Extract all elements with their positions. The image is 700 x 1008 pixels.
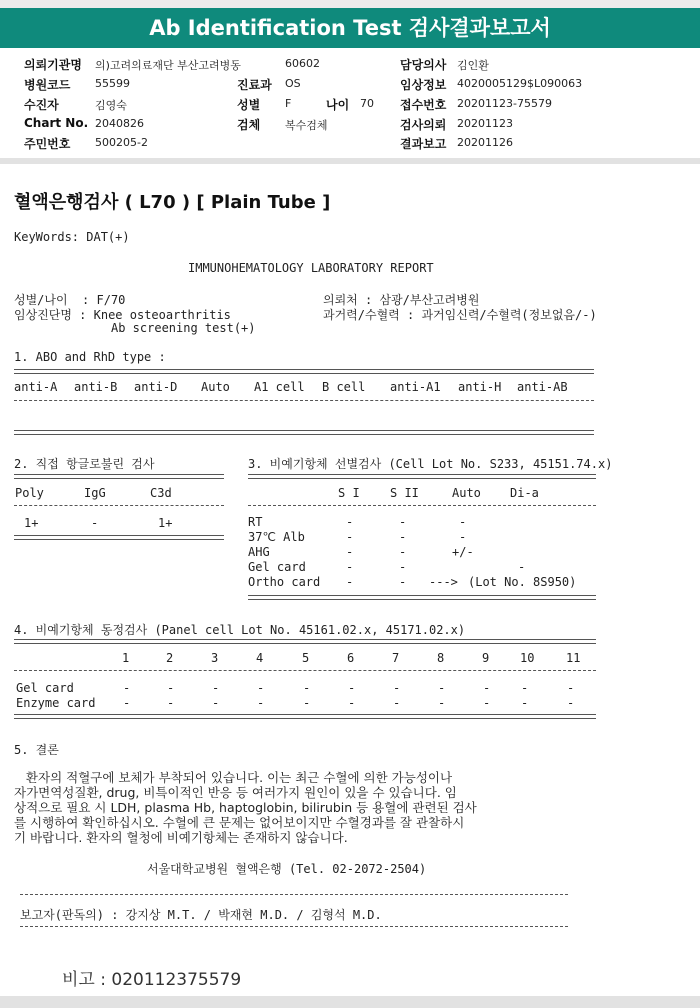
header-divider <box>0 158 700 164</box>
screening-cell: - <box>399 575 407 589</box>
patient-diagnosis-2: Ab screening test(+) <box>111 321 256 335</box>
panel-cell: - <box>212 696 220 710</box>
patient-sex-age: 성별/나이 : F/70 <box>14 293 126 307</box>
report-heading: 혈액은행검사 ( L70 ) [ Plain Tube ] <box>14 192 331 213</box>
header-label: 결과보고 <box>400 137 447 151</box>
section-2-title: 2. 직접 항글로불린 검사 <box>14 457 155 471</box>
screening-column-header: S II <box>390 486 419 500</box>
header-label: 성별 <box>237 98 261 112</box>
screening-row-label: 37℃ Alb <box>248 530 305 544</box>
screening-cell: - <box>399 530 407 544</box>
screening-cell: (Lot No. 8S950) <box>468 575 577 589</box>
screening-column-header: S I <box>338 486 360 500</box>
panel-cell: - <box>348 696 356 710</box>
keywords: KeyWords: DAT(+) <box>14 230 130 244</box>
header-label: 병원코드 <box>24 78 71 92</box>
screening-cell: ---> <box>429 575 458 589</box>
header-value: 70 <box>360 97 374 110</box>
patient-history: 과거력/수혈력 : 과거임신력/수혈력(정보없음/-) <box>323 308 597 322</box>
panel-column-header: 4 <box>256 651 264 665</box>
dat-value: 1+ <box>24 516 39 530</box>
double-rule <box>14 430 594 435</box>
single-rule <box>14 505 224 506</box>
conclusion-line: 상적으로 필요 시 LDH, plasma Hb, haptoglobin, bilirubin 등 용혈에 관련된 검사 <box>14 800 477 815</box>
screening-cell: - <box>346 575 354 589</box>
header-value: 4020005129$L090063 <box>457 77 583 90</box>
header-value: 20201123 <box>457 117 513 130</box>
panel-column-header: 10 <box>520 651 535 665</box>
abo-column-header: A1 cell <box>254 380 305 394</box>
lab-signature: 서울대학교병원 혈액은행 (Tel. 02-2072-2504) <box>147 862 427 876</box>
abo-column-header: Auto <box>201 380 230 394</box>
panel-cell: - <box>438 681 446 695</box>
patient-diagnosis: 임상진단명 : Knee osteoarthritis <box>14 308 231 322</box>
dat-value: 1+ <box>158 516 173 530</box>
report-header <box>0 48 700 158</box>
panel-cell: - <box>348 681 356 695</box>
header-value: 2040826 <box>95 117 144 130</box>
header-value: F <box>285 97 292 110</box>
panel-cell: - <box>393 696 401 710</box>
abo-column-header: anti-H <box>458 380 502 394</box>
double-rule <box>14 639 596 644</box>
panel-column-header: 7 <box>392 651 400 665</box>
screening-row-label: RT <box>248 515 263 529</box>
screening-cell: - <box>346 530 354 544</box>
panel-column-header: 6 <box>347 651 355 665</box>
abo-column-header: anti-A1 <box>390 380 441 394</box>
abo-column-header: B cell <box>322 380 366 394</box>
double-rule <box>14 474 224 479</box>
header-label: 검사의뢰 <box>400 118 447 132</box>
single-rule <box>14 400 594 401</box>
header-label: 임상정보 <box>400 78 447 92</box>
conclusion-line: 자가면역성질환, drug, 비특이적인 반응 등 여러가지 원인이 있을 수 있습니다. 임 <box>14 785 457 800</box>
screening-cell: - <box>346 515 354 529</box>
header-label: 담당의사 <box>400 58 447 72</box>
screening-cell: - <box>518 560 526 574</box>
panel-column-header: 8 <box>437 651 445 665</box>
abo-column-header: anti-D <box>134 380 178 394</box>
header-label: 검체 <box>237 118 261 132</box>
screening-cell: - <box>459 515 467 529</box>
header-label: Chart No. <box>24 116 89 130</box>
panel-cell: - <box>303 696 311 710</box>
double-rule <box>14 714 596 719</box>
screening-cell: - <box>459 530 467 544</box>
screening-row-label: Gel card <box>248 560 306 574</box>
panel-row-label: Gel card <box>16 681 74 695</box>
screening-cell: - <box>399 515 407 529</box>
bottom-border <box>0 996 700 1008</box>
screening-cell: - <box>399 545 407 559</box>
header-value: 500205-2 <box>95 136 148 149</box>
single-rule <box>20 894 568 895</box>
panel-cell: - <box>123 696 131 710</box>
remark: 비고 : 020112375579 <box>62 970 242 990</box>
header-value: 김영숙 <box>95 99 127 112</box>
section-3-title: 3. 비예기항체 선별검사 (Cell Lot No. S233, 45151.74.x) <box>248 457 613 471</box>
header-value: 김인환 <box>457 59 489 72</box>
abo-column-header: anti-AB <box>517 380 568 394</box>
panel-column-header: 2 <box>166 651 174 665</box>
header-label: 나이 <box>326 98 350 112</box>
panel-cell: - <box>393 681 401 695</box>
header-label: 주민번호 <box>24 137 71 151</box>
header-value: 의)고려의료재단 부산고려병동 <box>95 59 241 72</box>
panel-cell: - <box>483 681 491 695</box>
panel-column-header: 11 <box>566 651 581 665</box>
panel-cell: - <box>521 696 529 710</box>
panel-cell: - <box>257 681 265 695</box>
screening-column-header: Auto <box>452 486 481 500</box>
section-5-title: 5. 결론 <box>14 743 59 757</box>
conclusion-line: 를 시행하여 확인하십시오. 수혈에 큰 문제는 없어보이지만 수혈경과를 잘 관찰하시 <box>14 815 465 830</box>
conclusion-line: 환자의 적혈구에 보체가 부착되어 있습니다. 이는 최근 수혈에 의한 가능성이나 <box>14 770 453 785</box>
abo-column-header: anti-B <box>74 380 118 394</box>
single-rule <box>248 505 596 506</box>
dat-column-header: C3d <box>150 486 172 500</box>
panel-cell: - <box>167 681 175 695</box>
header-value: 20201126 <box>457 136 513 149</box>
header-value: 60602 <box>285 57 320 70</box>
header-value: OS <box>285 77 301 90</box>
panel-column-header: 5 <box>302 651 310 665</box>
header-label: 진료과 <box>237 78 272 92</box>
single-rule <box>14 670 596 671</box>
panel-cell: - <box>438 696 446 710</box>
screening-row-label: Ortho card <box>248 575 321 589</box>
panel-column-header: 9 <box>482 651 490 665</box>
reporters: 보고자(판독의) : 강지상 M.T. / 박재현 M.D. / 김형석 M.D. <box>20 908 382 922</box>
single-rule <box>20 926 568 927</box>
double-rule <box>14 535 224 540</box>
panel-column-header: 1 <box>122 651 130 665</box>
abo-column-header: anti-A <box>14 380 58 394</box>
section-4-title: 4. 비예기항체 동정검사 (Panel cell Lot No. 45161.02.x, 45171.02.x) <box>14 623 466 637</box>
dat-column-header: Poly <box>15 486 44 500</box>
screening-row-label: AHG <box>248 545 270 559</box>
conclusion-line: 기 바랍니다. 환자의 혈청에 비예기항체는 존재하지 않습니다. <box>14 830 348 845</box>
patient-referrer: 의뢰처 : 삼광/부산고려병원 <box>323 293 480 307</box>
report-title: Ab Identification Test 검사결과보고서 <box>0 8 700 48</box>
screening-cell: +/- <box>452 545 474 559</box>
double-rule <box>248 595 596 600</box>
header-label: 수진자 <box>24 98 59 112</box>
panel-cell: - <box>123 681 131 695</box>
panel-cell: - <box>567 681 575 695</box>
panel-cell: - <box>212 681 220 695</box>
header-label: 의뢰기관명 <box>24 58 82 72</box>
header-value: 복수검체 <box>285 119 328 132</box>
lab-title: IMMUNOHEMATOLOGY LABORATORY REPORT <box>188 261 434 275</box>
panel-cell: - <box>521 681 529 695</box>
panel-cell: - <box>167 696 175 710</box>
section-1-title: 1. ABO and RhD type : <box>14 350 166 364</box>
panel-cell: - <box>567 696 575 710</box>
panel-column-header: 3 <box>211 651 219 665</box>
dat-value: - <box>91 516 99 530</box>
double-rule <box>14 369 594 374</box>
panel-cell: - <box>303 681 311 695</box>
panel-cell: - <box>483 696 491 710</box>
screening-cell: - <box>399 560 407 574</box>
header-value: 55599 <box>95 77 130 90</box>
screening-column-header: Di-a <box>510 486 539 500</box>
double-rule <box>248 474 596 479</box>
panel-row-label: Enzyme card <box>16 696 96 710</box>
header-label: 접수번호 <box>400 98 447 112</box>
header-value: 20201123-75579 <box>457 97 552 110</box>
screening-cell: - <box>346 560 354 574</box>
top-border <box>0 0 700 8</box>
screening-cell: - <box>346 545 354 559</box>
dat-column-header: IgG <box>84 486 106 500</box>
panel-cell: - <box>257 696 265 710</box>
